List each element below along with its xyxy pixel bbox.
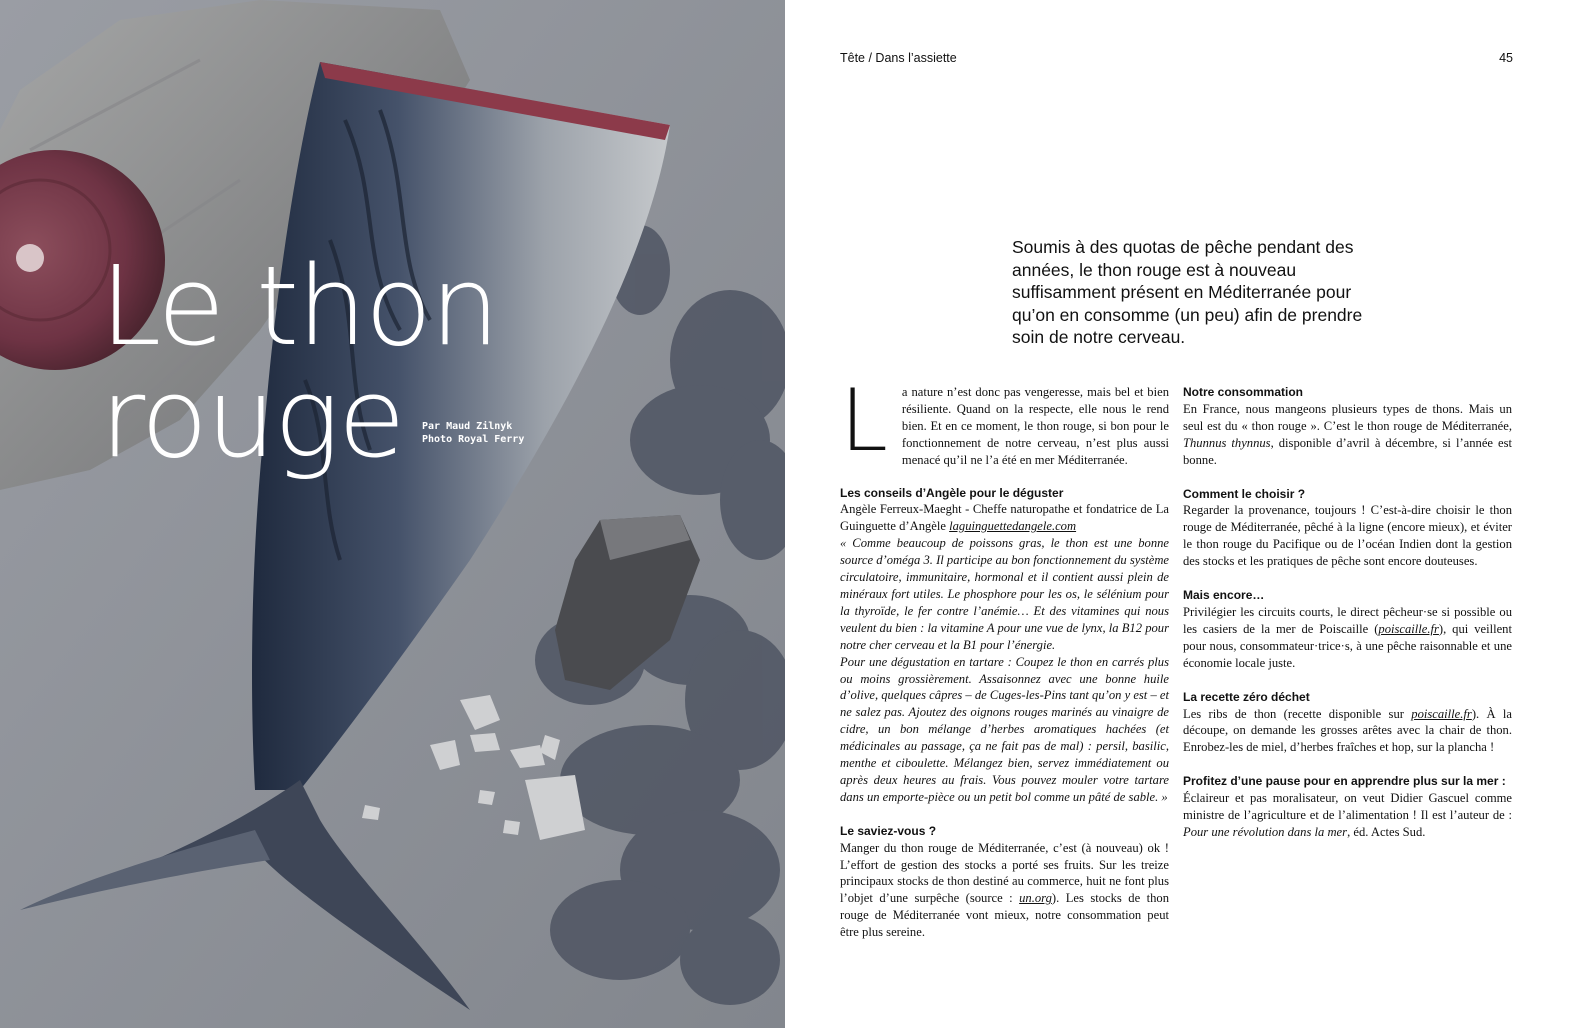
saviez-link[interactable]: un.org	[1019, 891, 1052, 906]
saviez-paragraph	[840, 840, 1169, 941]
recette-paragraph	[1183, 706, 1512, 757]
text-column-left	[840, 371, 1169, 958]
consommation-paragraph	[1183, 401, 1512, 469]
choisir-heading: Comment le choisir ?	[1183, 486, 1306, 501]
section-consommation	[1183, 384, 1512, 469]
title-line-1: Le thon	[100, 242, 498, 370]
section-conseils	[840, 485, 1169, 806]
text-column-right	[1183, 384, 1512, 858]
running-head: Tête / Dans l’assiette	[840, 51, 957, 65]
conseils-link[interactable]: laguinguettedangele.com	[949, 519, 1077, 534]
pause-heading: Profitez d’une pause pour en apprendre plus sur la mer :	[1183, 774, 1506, 789]
byline-photo: Photo Royal Ferry	[422, 434, 525, 445]
pause-paragraph	[1183, 790, 1512, 841]
encore-heading: Mais encore…	[1183, 588, 1265, 603]
encore-text-b: ), qui veillent pour nous, consommateur·trice·s, à une pêche raisonnable et une économie locale juste.	[1183, 621, 1512, 670]
pause-book-title: Pour une révolution dans la mer	[1183, 824, 1348, 839]
saviez-text-b: ). Les stocks de thon rouge de Méditerranée vont mieux, notre consommation peut être plus sereine.	[840, 891, 1169, 940]
pause-text-a: Éclaireur et pas moralisateur, on veut Didier Gascuel comme ministre de l’agriculture et de l’alimentation ! Il est l’auteur de :	[1183, 791, 1512, 823]
section-encore	[1183, 587, 1512, 672]
choisir-paragraph: Regarder la provenance, toujours ! C’est-à-dire choisir le thon rouge de Méditerranée, pêché à la ligne (encore mieux), et éviter le thon rouge du Pacifique ou de l’océan Indien dont la gestion des stocks et les pratiques de pêche sont encore douteuses.	[1183, 503, 1512, 569]
conseils-heading: Les conseils d’Angèle pour le déguster	[840, 485, 1064, 500]
photo-page	[0, 0, 785, 1028]
recette-text-b: ). À la découpe, on demande les grosses arêtes avec la chair de thon. Enrobez-les de miel, d’herbes fraîches et hop, sur la plancha !	[1183, 706, 1513, 755]
recette-heading: La recette zéro déchet	[1183, 689, 1310, 704]
conseils-quote-text: « Comme beaucoup de poissons gras, le thon est une bonne source d’oméga 3. Il participe au bon fonctionnement du système circulatoire, immunitaire, hormonal et il contient aussi plein de minéraux fort utiles. Le phosphore pour les os, le sélénium pour la thyroïde, le fer contre l’anémie… Et des vitamines qui nous veulent du bien : la vitamine A pour une vue de lynx, la B12 pour notre cher cerveau et la B1 pour l’énergie.	[840, 536, 1169, 652]
tuna-photo	[0, 0, 785, 1028]
recette-link[interactable]: poiscaille.fr	[1411, 706, 1472, 721]
intro-paragraph	[840, 371, 1169, 471]
page-number: 45	[1499, 51, 1513, 65]
saviez-heading: Le saviez-vous ?	[840, 823, 937, 838]
conso-text-a: En France, nous mangeons plusieurs types de thons. Mais un seul est du « thon rouge ». C’est le thon rouge de Méditerranée,	[1183, 401, 1512, 433]
title-line-2: rouge	[100, 354, 404, 482]
recette-text-a: Les ribs de thon (recette disponible sur	[1183, 706, 1412, 721]
standfirst: Soumis à des quotas de pêche pendant des années, le thon rouge est à nouveau suffisamment présent en Méditerranée pour qu’on en consomme (un peu) afin de prendre soin de notre cerveau.	[1012, 237, 1363, 347]
consommation-heading: Notre consommation	[1183, 385, 1304, 399]
byline	[422, 420, 524, 446]
conseils-quote	[840, 535, 1169, 653]
conseils-author	[840, 501, 1169, 535]
encore-paragraph	[1183, 604, 1512, 672]
conseils-recipe-text: Pour une dégustation en tartare : Coupez le thon en carrés plus ou moins grossièrement. Assaisonnez avec une bonne huile d’olive, quelques câpres – de Cuges-les-Pins tant qu’on y est – et ne salez pas. Ajoutez des oignons rouges marinés au vinaigre de cidre, un bon mélange d’herbes aromatiques hachées (et médicinales au passage, ça ne fait pas de mal) : persil, basilic, menthe et ciboulette. Mélangez bien, servez immédiatement ou après deux heures au frais. Vous pouvez mouler votre tartare dans un emporte-pièce ou un petit bol comme un pâté de sable. »	[840, 654, 1169, 804]
section-recette	[1183, 689, 1512, 757]
conseils-author-text: Angèle Ferreux-Maeght - Cheffe naturopathe et fondatrice de La Guinguette d’Angèle	[840, 502, 1169, 534]
encore-link[interactable]: poiscaille.fr	[1378, 621, 1439, 636]
encore-text-a: Privilégier les circuits courts, le direct pêcheur·se si possible ou les casiers de la mer de Poiscaille (	[1183, 604, 1512, 636]
conseils-recipe	[840, 654, 1169, 806]
drop-cap: L	[840, 371, 888, 471]
section-saviez	[840, 823, 1169, 941]
intro-text: a nature n’est donc pas vengeresse, mais bel et bien résiliente. Quand on la respecte, elle nous le rend bien. Et en ce moment, le thon rouge, si bon pour le fonctionnement de notre cerveau, n’est plus aussi menacé qu’il ne l’a été en mer Méditerranée.	[901, 385, 1169, 467]
section-pause	[1183, 773, 1512, 841]
conso-text-b: , disponible d’avril à décembre, si l’année est bonne.	[1183, 435, 1513, 467]
conso-latin: Thunnus thynnus	[1183, 435, 1271, 450]
text-page	[785, 0, 1587, 1028]
section-choisir	[1183, 486, 1512, 571]
saviez-text-a: Manger du thon rouge de Méditerranée, c’est (à nouveau) ok ! L’effort de gestion des stocks a porté ses fruits. Sur les treize principaux stocks de thon destiné au commerce, huit ne font plus l’objet d’une surpêche (source :	[840, 840, 1169, 906]
byline-author: Par Maud Zilnyk	[422, 421, 513, 432]
pause-text-b: , éd. Actes Sud.	[1347, 824, 1426, 839]
